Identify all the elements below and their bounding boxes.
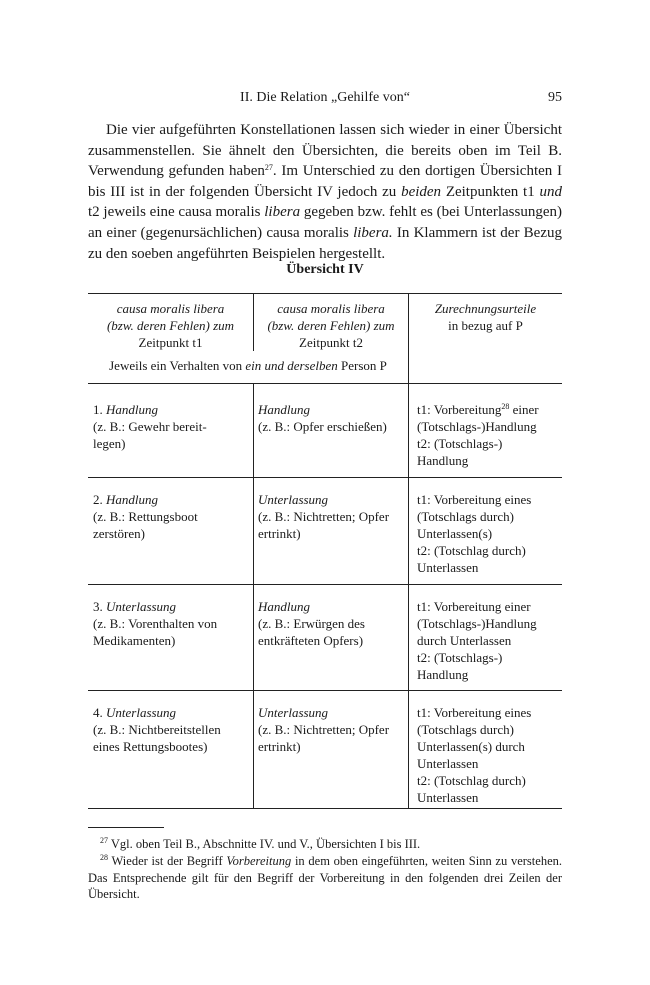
cell-line: (z. B.: Nichtbereitstellen: [93, 722, 221, 737]
cell-line: (z. B.: Nichtretten; Opfer: [258, 722, 390, 737]
cell-line: t1: Vorbereitung einer: [417, 599, 531, 614]
overview-table: [88, 293, 562, 809]
footnote-number: 28: [100, 853, 108, 862]
cell-line: Unterlassen: [417, 560, 479, 575]
table-rule-bottom: [88, 808, 562, 809]
table-rule-row: [88, 584, 562, 585]
cell-heading: Unterlassung: [106, 599, 177, 614]
cell-line: zerstören): [93, 526, 145, 541]
cell-line: einer: [509, 402, 539, 417]
table-row-1-col-1: [93, 401, 251, 452]
table-rule-top: [88, 293, 562, 294]
table-row-4-col-1: [93, 704, 251, 755]
row-number: 1.: [93, 402, 106, 417]
cell-heading: Unterlassung: [258, 705, 329, 720]
header-span-row: [88, 357, 408, 374]
table-rule-header: [88, 383, 562, 384]
table-row-2-col-2: [258, 491, 406, 542]
table-row-4-col-3: [417, 704, 562, 806]
table-row-2-col-1: [93, 491, 251, 542]
table-row-3-col-2: [258, 598, 406, 649]
header-line: (bzw. deren Fehlen) zum: [106, 318, 235, 333]
cell-line: (Totschlags durch): [417, 509, 514, 524]
text-run: Jeweils ein Verhalten von: [109, 358, 246, 373]
cell-line: entkräfteten Opfers): [258, 633, 364, 648]
emphasis: libera: [264, 204, 301, 221]
cell-line: (z. B.: Nichtretten; Opfer: [258, 509, 390, 524]
running-header: [88, 90, 562, 108]
cell-line: (z. B.: Vorenthalten von: [93, 616, 218, 631]
footnote-text: Wieder ist der Begriff: [108, 854, 227, 868]
header-line: causa moralis libera: [277, 301, 385, 316]
header-line: Zurechnungsurteile: [434, 301, 537, 316]
cell-line: Unterlassen: [417, 756, 479, 771]
cell-line: Medikamenten): [93, 633, 176, 648]
table-rule-row: [88, 690, 562, 691]
text-run: In Klammern ist der Bezug zu den soeben angeführten Beispielen hergestellt.: [88, 224, 562, 262]
cell-line: (z. B.: Opfer erschießen): [258, 419, 387, 434]
cell-line: t2: (Totschlags-): [417, 436, 503, 451]
footnote-ref-27[interactable]: 27: [264, 163, 273, 173]
cell-line: t2: (Totschlags-): [417, 650, 503, 665]
cell-line: Handlung: [417, 667, 469, 682]
footnote-separator: [88, 827, 164, 828]
body-paragraph: [88, 120, 562, 264]
emphasis: und: [539, 183, 562, 200]
header-line: Zeitpunkt t1: [138, 335, 203, 350]
header-line: in bezug auf P: [448, 318, 523, 333]
text-run: Zeitpunkten t1: [441, 183, 540, 200]
header-line: causa moralis libera: [116, 301, 225, 316]
cell-line: eines Rettungsbootes): [93, 739, 208, 754]
cell-line: t1: Vorbereitung eines: [417, 492, 532, 507]
cell-line: Unterlassen: [417, 790, 479, 805]
cell-heading: Handlung: [258, 402, 310, 417]
header-line: (bzw. deren Fehlen) zum: [267, 318, 395, 333]
cell-heading: Unterlassung: [258, 492, 329, 507]
text-run: t2 jeweils eine causa moralis: [88, 204, 265, 221]
cell-line: (Totschlags durch): [417, 722, 514, 737]
cell-line: Handlung: [417, 453, 469, 468]
footnote-text: Vgl. oben Teil B., Abschnitte IV. und V., Übersichten I bis III.: [108, 837, 421, 851]
cell-line: (z. B.: Erwürgen des: [258, 616, 365, 631]
header-cell-t2: [254, 300, 408, 351]
cell-heading: Handlung: [106, 492, 158, 507]
cell-line: t1: Vorbereitung: [417, 402, 502, 417]
column-divider: [408, 293, 409, 808]
table-row-3-col-3: [417, 598, 562, 683]
table-row-4-col-2: [258, 704, 406, 755]
text-run: gegeben bzw. fehlt es (bei Unterlassungen) an einer (gegenursächlichen) causa moralis: [88, 204, 562, 241]
cell-line: (Totschlags-)Handlung: [417, 419, 537, 434]
footnote-27: [88, 836, 562, 853]
table-row-1-col-3: [417, 401, 562, 469]
header-cell-judgement: [409, 300, 562, 334]
cell-line: legen): [93, 436, 126, 451]
table-row-3-col-1: [93, 598, 251, 649]
cell-line: ertrinkt): [258, 526, 301, 541]
footnote-number: 27: [100, 836, 108, 845]
running-title: II. Die Relation „Gehilfe von“: [240, 90, 410, 105]
cell-line: (z. B.: Rettungsboot: [93, 509, 198, 524]
table-rule-row: [88, 477, 562, 478]
page-number: 95: [548, 90, 562, 105]
table-row-1-col-2: [258, 401, 406, 435]
footnote-ref-28[interactable]: 28: [501, 402, 510, 411]
footnote-28: [88, 853, 562, 903]
text-run: Die vier aufgeführten Konstellationen lassen sich wieder in einer Übersicht zusammenstellen. Sie ähnelt den Übersichten, die bereits oben im Teil B. Verwendung gefunden haben: [88, 122, 562, 180]
cell-line: (Totschlags-)Handlung: [417, 616, 537, 631]
text-run: Person P: [337, 358, 387, 373]
row-number: 4.: [93, 705, 106, 720]
cell-heading: Unterlassung: [106, 705, 177, 720]
cell-line: durch Unterlassen: [417, 633, 512, 648]
cell-line: ertrinkt): [258, 739, 301, 754]
table-row-2-col-3: [417, 491, 562, 576]
column-divider: [253, 383, 254, 808]
cell-heading: Handlung: [258, 599, 310, 614]
text-run: . Im Unterschied zu den dortigen Übersichten I bis III ist in der folgenden Übersicht IV jedoch zu: [88, 163, 562, 200]
cell-line: t2: (Totschlag durch): [417, 543, 526, 558]
emphasis: ein und derselben: [245, 358, 338, 373]
cell-heading: Handlung: [106, 402, 158, 417]
row-number: 2.: [93, 492, 106, 507]
cell-line: Unterlassen(s): [417, 526, 493, 541]
table-title: Übersicht IV: [286, 262, 364, 277]
cell-line: t2: (Totschlag durch): [417, 773, 526, 788]
footnote-text: in dem oben eingeführten, weiten Sinn zu verstehen. Das Entsprechende gilt für den Begriff der Vorbereitung in den folgenden drei Zeilen der Übersicht.: [88, 854, 562, 901]
cell-line: Unterlassen(s) durch: [417, 739, 525, 754]
paragraph-text: [88, 120, 562, 264]
header-cell-t1: [88, 300, 253, 351]
emphasis: Vorbereitung: [226, 854, 292, 868]
cell-line: t1: Vorbereitung eines: [417, 705, 532, 720]
emphasis: beiden: [401, 183, 442, 200]
row-number: 3.: [93, 599, 106, 614]
cell-line: (z. B.: Gewehr bereit-: [93, 419, 207, 434]
header-line: Zeitpunkt t2: [299, 335, 363, 350]
emphasis: libera.: [353, 224, 393, 241]
